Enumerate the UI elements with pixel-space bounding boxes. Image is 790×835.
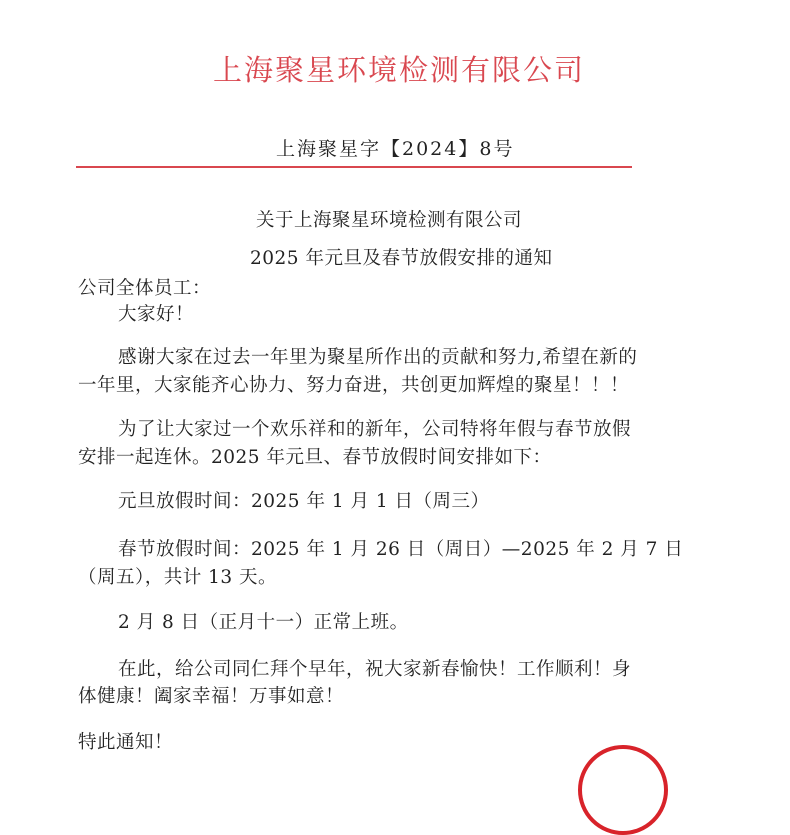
body-line: 体健康！阖家幸福！万事如意！ bbox=[78, 686, 345, 707]
document-number: 上海聚星字【2024】8号 bbox=[276, 138, 515, 160]
notice-heading-line1: 关于上海聚星环境检测有限公司 bbox=[256, 210, 523, 231]
body-line: 2 月 8 日（正月十一）正常上班。 bbox=[118, 612, 409, 633]
salutation: 公司全体员工： bbox=[78, 278, 212, 299]
body-line: 在此，给公司同仁拜个早年，祝大家新春愉快！工作顺利！身 bbox=[118, 659, 632, 680]
notice-heading-line2: 2025 年元旦及春节放假安排的通知 bbox=[250, 248, 553, 269]
body-line: 春节放假时间：2025 年 1 月 26 日（周日）—2025 年 2 月 7 日 bbox=[118, 539, 684, 560]
body-line: 元旦放假时间：2025 年 1 月 1 日（周三） bbox=[118, 491, 490, 512]
body-line: 安排一起连休。2025 年元旦、春节放假时间安排如下： bbox=[78, 447, 552, 468]
company-seal bbox=[578, 745, 668, 835]
greeting: 大家好！ bbox=[118, 304, 195, 325]
red-divider bbox=[76, 166, 632, 168]
body-line: （周五），共计 13 天。 bbox=[78, 567, 278, 588]
body-line: 为了让大家过一个欢乐祥和的新年，公司特将年假与春节放假 bbox=[118, 419, 632, 440]
body-line: 一年里，大家能齐心协力、努力奋进，共创更加辉煌的聚星！！！ bbox=[78, 375, 630, 396]
body-line: 感谢大家在过去一年里为聚星所作出的贡献和努力,希望在新的 bbox=[118, 347, 638, 368]
company-letterhead-title: 上海聚星环境检测有限公司 bbox=[213, 53, 586, 87]
closing: 特此通知！ bbox=[78, 732, 174, 753]
